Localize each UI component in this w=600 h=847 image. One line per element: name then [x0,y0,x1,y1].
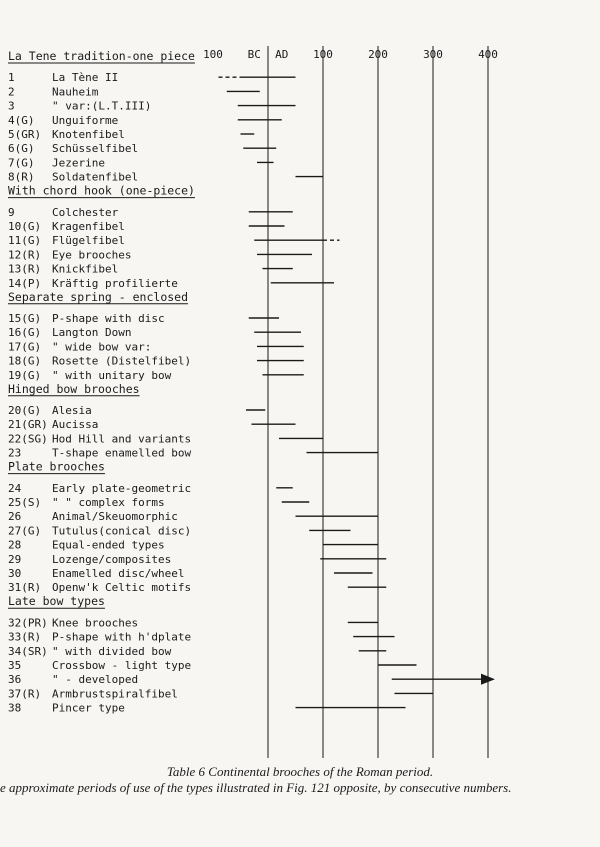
row-number: 3 [8,99,15,113]
row-number: 5(GR) [8,128,42,141]
row-number: 20(G) [8,404,42,417]
row-name: P-shape with h'dplate [52,630,192,644]
row-number: 16(G) [8,326,42,340]
row-name: Armbrustspiralfibel [52,687,178,701]
row-number: 30 [8,567,22,580]
x-tick-label: AD [275,48,289,61]
row-name: Openw'k Celtic motifs [52,581,192,595]
row-number: 6(G) [8,142,35,156]
row-number: 31(R) [8,581,42,595]
row-name: Knickfibel [52,262,119,276]
caption-note: e approximate periods of use of the types illustrated in Fig. 121 opposite, by consecutive numbers. [0,780,512,795]
row-number: 22(SG) [8,432,48,446]
x-tick-label: 100 [313,48,333,61]
row-number: 36 [8,673,22,687]
row-number: 15(G) [8,312,42,325]
section-title: Separate spring - enclosed [8,289,189,304]
row-number: 26 [8,510,22,524]
row-name: Langton Down [52,326,132,340]
row-number: 14(P) [8,276,42,290]
row-name: Nauheim [52,85,99,99]
section-title: Plate brooches [8,459,105,474]
row-number: 32(PR) [8,616,48,630]
section-title: With chord hook (one-piece) [8,183,195,198]
row-name: " - developed [52,673,139,687]
row-number: 37(R) [8,687,42,701]
row-name: Knotenfibel [52,128,125,141]
x-tick-label: 100 [203,48,223,61]
row-name: Soldatenfibel [52,170,139,184]
row-number: 12(R) [8,248,42,262]
row-name: Eye brooches [52,248,132,262]
row-number: 35 [8,659,22,672]
x-tick-label: 200 [368,48,388,61]
row-number: 27(G) [8,524,42,538]
row-name: Kragenfibel [52,220,125,233]
row-number: 18(G) [8,354,42,368]
row-name: Schüsselfibel [52,142,139,156]
row-name: Alesia [52,404,92,417]
row-name: Unguiforme [52,113,119,127]
row-name: Colchester [52,205,119,219]
row-name: Pincer type [52,701,125,715]
row-name: Crossbow - light type [52,659,192,672]
row-name: T-shape enamelled bow [52,446,192,460]
row-number: 34(SR) [8,644,48,658]
row-name: Knee brooches [52,616,139,630]
row-name: Animal/Skeuomorphic [52,510,178,524]
row-number: 17(G) [8,340,42,354]
row-name: Equal-ended types [52,538,165,552]
row-name: " with unitary bow [52,368,172,382]
row-number: 13(R) [8,262,42,276]
row-name: P-shape with disc [52,312,165,325]
caption-title: Table 6 Continental brooches of the Roman period. [166,764,434,779]
row-number: 24 [8,481,22,495]
row-number: 7(G) [8,156,35,170]
row-number: 10(G) [8,220,42,233]
row-name: Flügelfibel [52,234,125,248]
row-number: 28 [8,538,22,552]
row-number: 21(GR) [8,418,48,432]
row-number: 9 [8,205,15,219]
row-name: Hod Hill and variants [52,432,192,446]
row-name: Tutulus(conical disc) [52,524,192,538]
row-number: 23 [8,446,22,460]
row-name: Aucissa [52,418,99,432]
row-number: 38 [8,701,22,715]
row-name: Kräftig profilierte [52,276,178,290]
row-name: Early plate-geometric [52,481,192,495]
row-name: Jezerine [52,156,105,170]
x-tick-label: BC [247,48,261,61]
row-name: Enamelled disc/wheel [52,567,185,580]
row-name: " " complex forms [52,496,165,509]
row-number: 8(R) [8,170,35,184]
row-name: Lozenge/composites [52,552,172,566]
row-number: 29 [8,552,22,566]
row-number: 25(S) [8,496,42,509]
row-name: La Tène II [52,71,119,85]
section-title: Late bow types [8,594,105,609]
row-name: " with divided bow [52,644,172,658]
row-number: 19(G) [8,368,42,382]
row-number: 11(G) [8,234,42,248]
x-tick-label: 400 [478,48,498,61]
row-number: 33(R) [8,630,42,644]
row-number: 4(G) [8,113,35,127]
row-name: " var:(L.T.III) [52,99,152,113]
row-name: " wide bow var: [52,340,152,354]
row-number: 2 [8,85,15,99]
row-name: Rosette (Distelfibel) [52,354,192,368]
row-number: 1 [8,71,15,85]
x-tick-label: 300 [423,48,443,61]
section-title: La Tene tradition-one piece [8,49,195,63]
section-title: Hinged bow brooches [8,381,140,396]
